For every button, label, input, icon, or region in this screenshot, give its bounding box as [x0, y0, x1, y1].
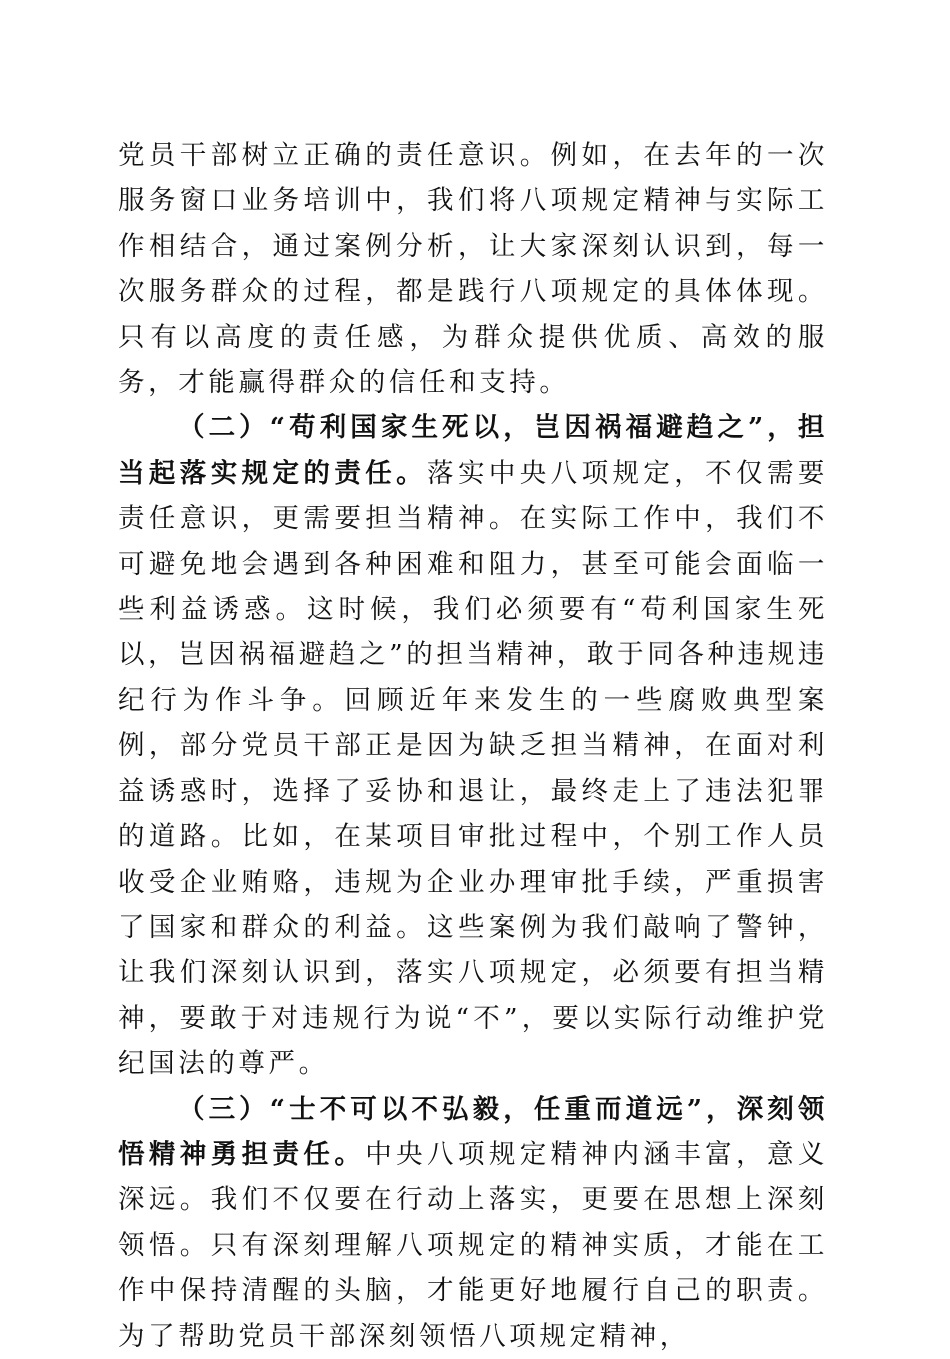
paragraph-1: [118, 133, 828, 405]
paragraph-3-body: 中央八项规定精神内涵丰富，意义深远。我们不仅要在行动上落实，更要在思想上深刻领悟。只有深刻理解八项规定的精神实质，才能在工作中保持清醒的头脑，才能更好地履行自己的职责。为了帮助党员干部深刻领悟八项规定精神，: [118, 1138, 828, 1352]
document-body: [118, 133, 828, 1359]
paragraph-3: [118, 1087, 828, 1359]
paragraph-2-heading: （二）“苟利国家生死以，岂因祸福避趋之”，担当起落实规定的责任。: [118, 412, 828, 489]
paragraph-2: [118, 405, 828, 1086]
paragraph-3-heading: （三）“士不可以不弘毅，任重而道远”，深刻领悟精神勇担责任。: [118, 1093, 828, 1170]
paragraph-1-body: 党员干部树立正确的责任意识。例如，在去年的一次服务窗口业务培训中，我们将八项规定精神与实际工作相结合，通过案例分析，让大家深刻认识到，每一次服务群众的过程，都是践行八项规定的具体体现。只有以高度的责任感，为群众提供优质、高效的服务，才能赢得群众的信任和支持。: [118, 140, 828, 399]
paragraph-2-body: 落实中央八项规定，不仅需要责任意识，更需要担当精神。在实际工作中，我们不可避免地会遇到各种困难和阻力，甚至可能会面临一些利益诱惑。这时候，我们必须要有“苟利国家生死以，岂因祸福避趋之”的担当精神，敢于同各种违规违纪行为作斗争。回顾近年来发生的一些腐败典型案例，部分党员干部正是因为缺乏担当精神，在面对利益诱惑时，选择了妥协和退让，最终走上了违法犯罪的道路。比如，在某项目审批过程中，个别工作人员收受企业贿赂，违规为企业办理审批手续，严重损害了国家和群众的利益。这些案例为我们敲响了警钟，让我们深刻认识到，落实八项规定，必须要有担当精神，要敢于对违规行为说“不”，要以实际行动维护党纪国法的尊严。: [118, 457, 828, 1080]
